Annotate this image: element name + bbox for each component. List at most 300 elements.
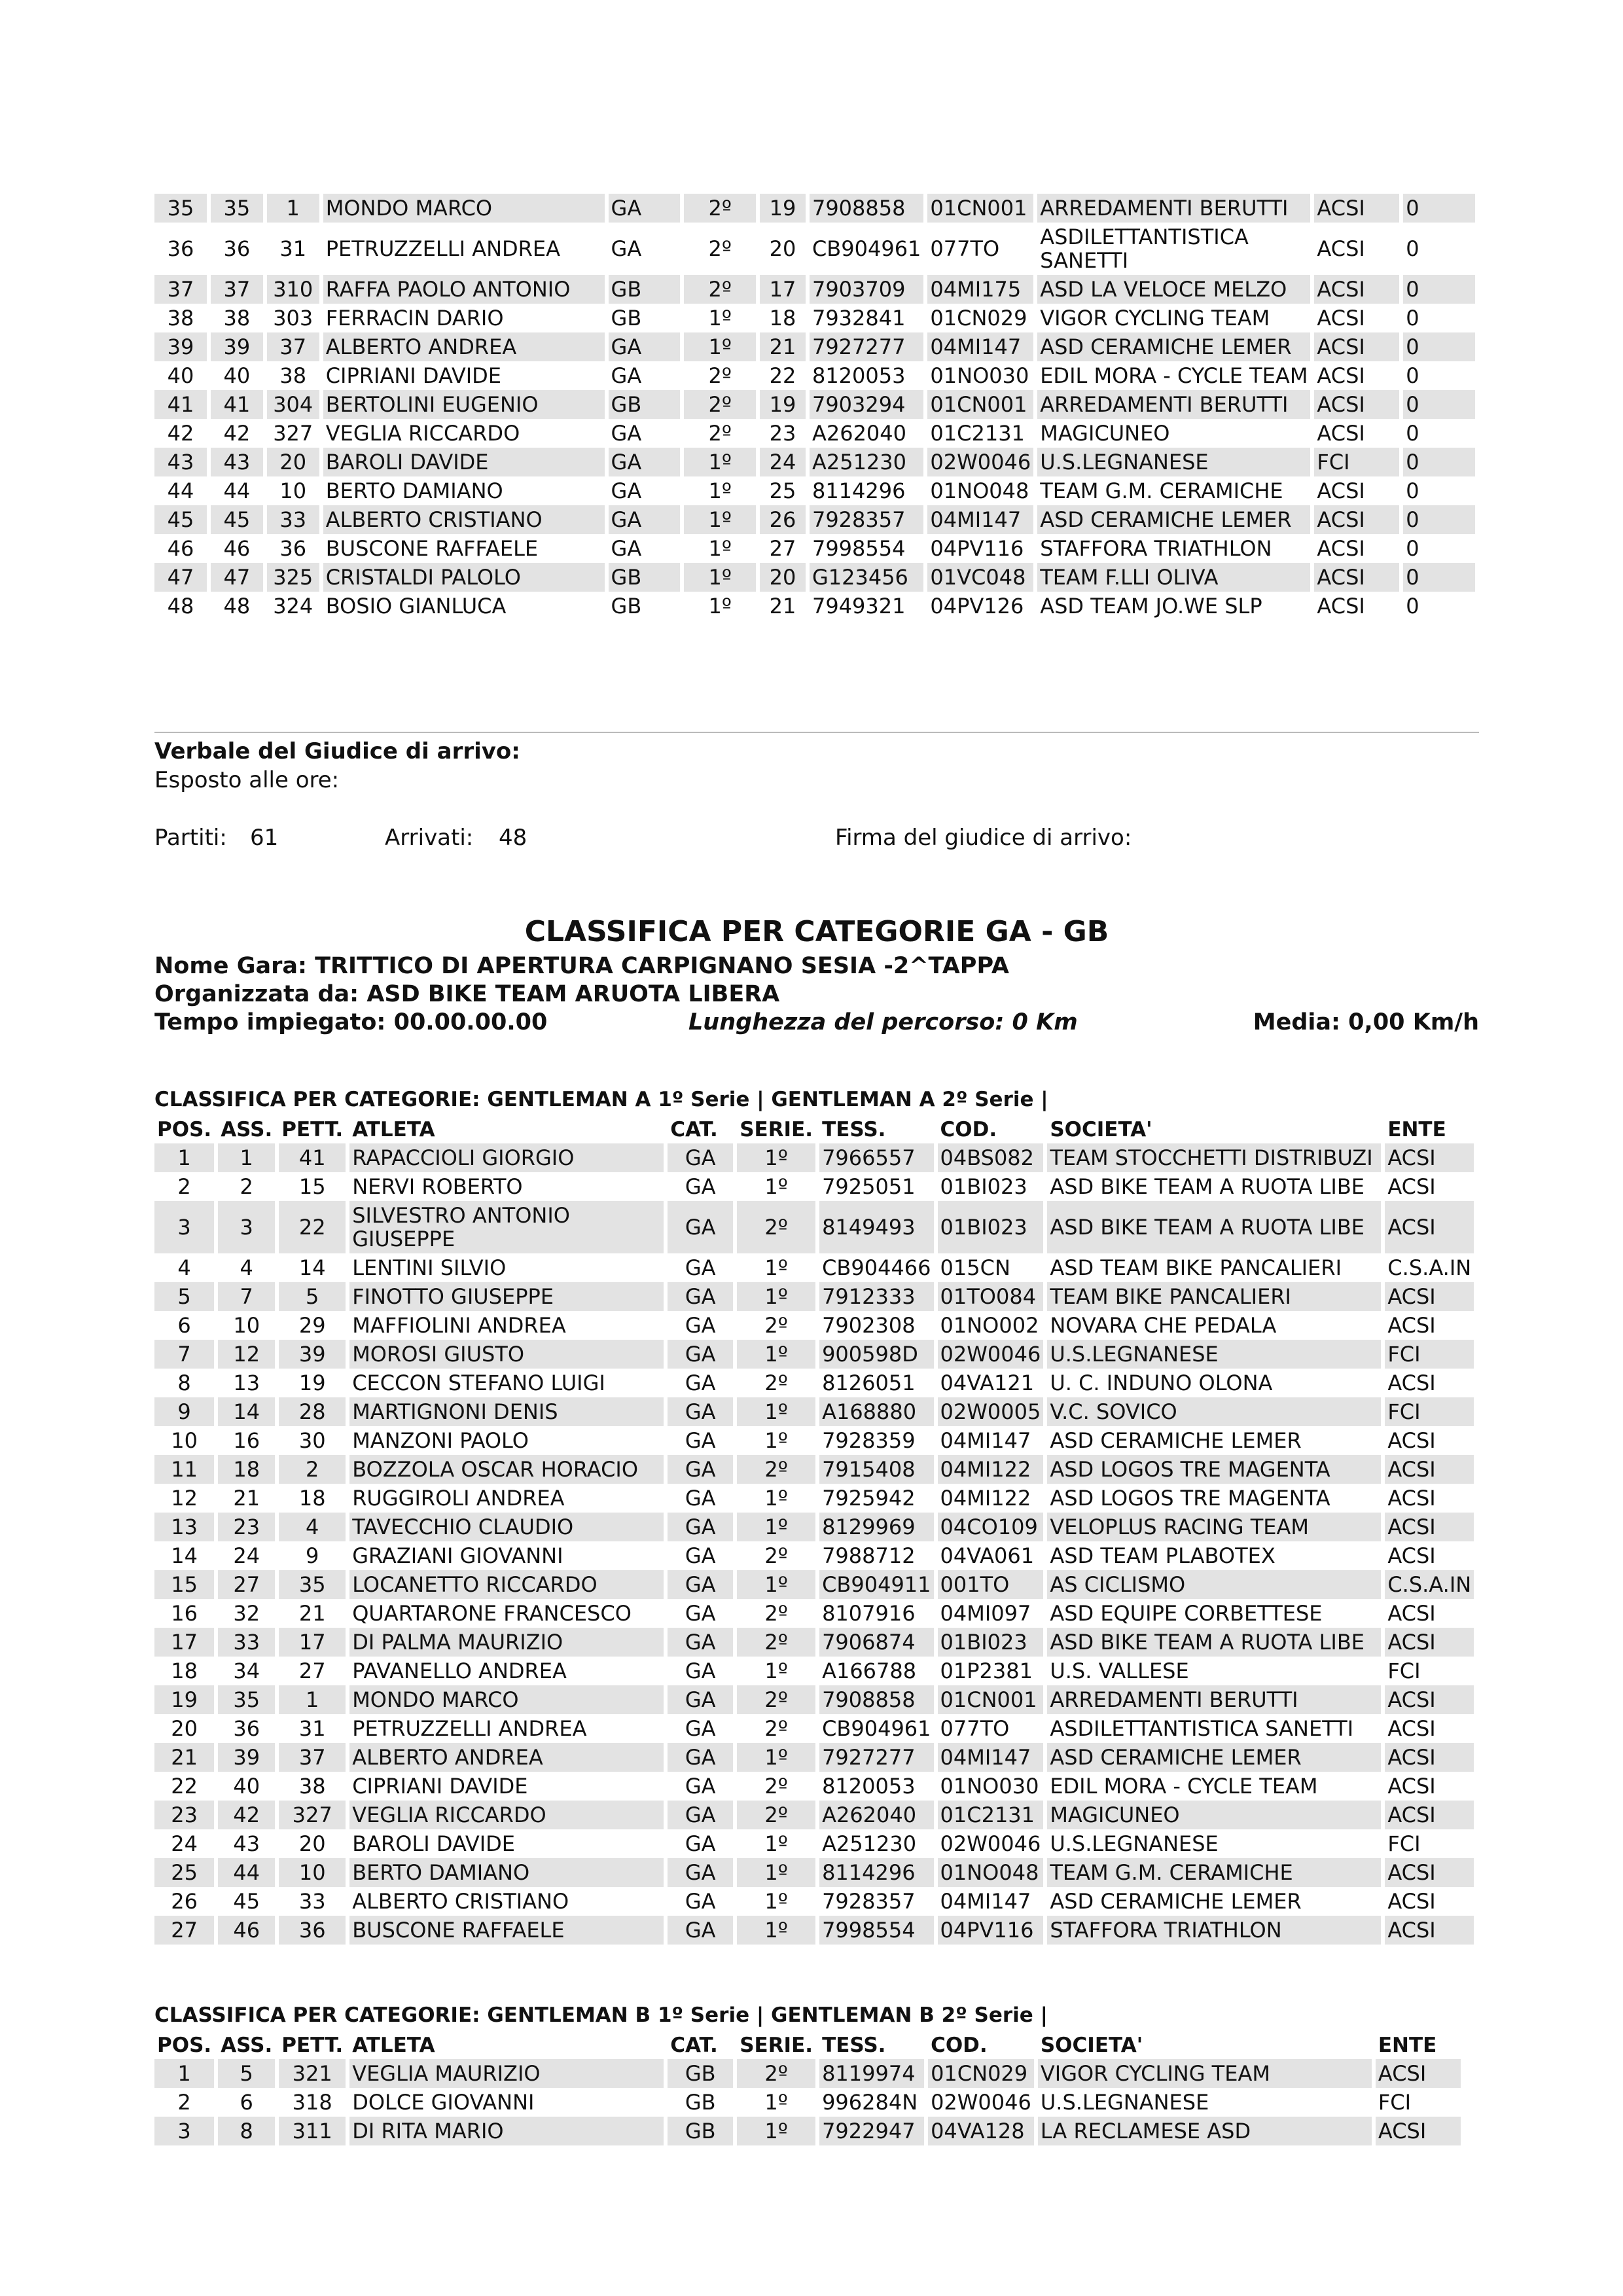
table-row [154, 1657, 1474, 1685]
table-cell: ACSI [1376, 2059, 1461, 2088]
table-cell: 20 [298, 1831, 326, 1856]
table-cell: ACSI [1314, 505, 1399, 534]
table-cell: 015CN [940, 1255, 1010, 1280]
table-cell: 33 [267, 505, 319, 534]
table-cell: 1º [737, 2117, 815, 2145]
table-cell: 17 [154, 1628, 214, 1657]
table-cell: 8126051 [822, 1371, 916, 1395]
table-cell: 8 [177, 1371, 191, 1395]
table-cell: MAFFIOLINI ANDREA [352, 1313, 566, 1338]
table-cell: 1º [764, 1659, 788, 1683]
table-row [154, 304, 1475, 332]
table-row [154, 194, 1475, 223]
table-cell: FCI [1387, 1659, 1421, 1683]
table-cell: 04MI122 [938, 1455, 1044, 1484]
table-cell: 2º [764, 1774, 788, 1799]
table-cell: 3 [218, 1201, 275, 1253]
page-title: CLASSIFICA PER CATEGORIE GA - GB [524, 915, 1109, 948]
table-cell: U. C. INDUNO OLONA [1050, 1371, 1273, 1395]
table-cell: 01BI023 [938, 1628, 1044, 1657]
table-cell: 22 [769, 363, 796, 388]
table-cell: RUGGIROLI ANDREA [352, 1486, 565, 1511]
table-cell: 1 [154, 1143, 214, 1172]
table-cell: 8114296 [812, 478, 906, 503]
table-cell: 45 [211, 505, 263, 534]
table-cell: GA [609, 332, 681, 361]
table-cell: 2º [684, 390, 756, 419]
table-cell: GB [668, 2117, 733, 2145]
table-cell: NERVI ROBERTO [352, 1174, 523, 1199]
table-cell: ACSI [1317, 478, 1365, 503]
table-cell: GA [685, 1889, 716, 1914]
table-cell: 01CN001 [927, 194, 1033, 223]
table-cell: 20 [760, 563, 806, 592]
table-cell: 1º [764, 1889, 788, 1914]
table-cell: ACSI [1385, 1801, 1474, 1829]
table-cell: ACSI [1387, 1313, 1436, 1338]
table-cell: ALBERTO ANDREA [323, 332, 605, 361]
table-cell: 2º [708, 363, 732, 388]
table-cell: 01CN029 [930, 306, 1027, 331]
lunghezza-percorso: Lunghezza del percorso: 0 Km [688, 1009, 1078, 1035]
table-cell: GA [685, 1255, 716, 1280]
table-cell: STAFFORA TRIATHLON [1047, 1916, 1381, 1945]
table-cell: 01CN001 [938, 1685, 1044, 1714]
table-cell: U.S.LEGNANESE [1047, 1340, 1381, 1369]
table-cell: 7928359 [822, 1428, 916, 1453]
table-cell: 15 [298, 1174, 326, 1199]
table-cell: 11 [154, 1455, 214, 1484]
table-cell: 19 [760, 194, 806, 223]
table-cell: 27 [769, 536, 796, 561]
table-cell: 48 [223, 594, 251, 619]
table-cell: 01TO084 [938, 1282, 1044, 1311]
table-cell: 1º [764, 1255, 788, 1280]
table-cell: QUARTARONE FRANCESCO [352, 1601, 632, 1626]
table-cell: 2º [737, 1201, 815, 1253]
table-cell: 17 [279, 1628, 346, 1657]
table-cell: 24 [760, 448, 806, 476]
firma-label: Firma del giudice di arrivo: [835, 825, 1132, 851]
table-cell: LOCANETTO RICCARDO [349, 1570, 664, 1599]
table-cell: 28 [279, 1397, 346, 1426]
table-cell: ACSI [1385, 1858, 1474, 1887]
partiti-value: 61 [250, 825, 279, 851]
table-cell: 35 [154, 194, 207, 223]
table-cell: 21 [233, 1486, 260, 1511]
table-cell: 33 [218, 1628, 275, 1657]
table-cell: 35 [211, 194, 263, 223]
table-cell: 04MI147 [938, 1743, 1044, 1772]
table-cell: 01VC048 [927, 563, 1033, 592]
table-cell: ACSI [1385, 1743, 1474, 1772]
table-cell: TEAM F.LLI OLIVA [1037, 563, 1310, 592]
table-cell: 04BS082 [938, 1143, 1044, 1172]
table-cell: FCI [1385, 1340, 1474, 1369]
table-cell: 2º [737, 2059, 815, 2088]
partiti-label: Partiti: [154, 825, 227, 851]
table-cell: 2º [737, 1685, 815, 1714]
section-a-title: CLASSIFICA PER CATEGORIE: GENTLEMAN A 1º Serie | GENTLEMAN A 2º Serie | [154, 1088, 1048, 1111]
table-cell: GA [611, 421, 642, 446]
table-cell: GA [668, 1570, 733, 1599]
table-cell: 21 [298, 1601, 326, 1626]
table-cell: 7998554 [819, 1916, 933, 1945]
table-cell: ASD LOGOS TRE MAGENTA [1047, 1455, 1381, 1484]
table-row [154, 1599, 1474, 1628]
table-cell: 2º [764, 1716, 788, 1741]
table-cell: 35 [279, 1570, 346, 1599]
table-cell: 47 [154, 563, 207, 592]
table-cell: PAVANELLO ANDREA [352, 1659, 567, 1683]
table-cell: 41 [279, 1143, 346, 1172]
table-cell: GB [611, 594, 642, 619]
table-cell: BOZZOLA OSCAR HORACIO [349, 1455, 664, 1484]
table-cell: 12 [171, 1486, 198, 1511]
table-cell: GA [685, 1601, 716, 1626]
table-cell: BERTO DAMIANO [349, 1858, 664, 1887]
table-cell: A166788 [822, 1659, 917, 1683]
table-cell: 6 [177, 1313, 191, 1338]
table-cell: ACSI [1387, 1486, 1436, 1511]
table-cell: 0 [1403, 505, 1475, 534]
table-cell: 1º [684, 505, 756, 534]
table-cell: ASD EQUIPE CORBETTESE [1050, 1601, 1323, 1626]
table-cell: 303 [273, 306, 313, 331]
table-cell: 0 [1406, 236, 1419, 261]
table-cell: GA [609, 505, 681, 534]
table-cell: 2 [279, 1455, 346, 1484]
table-cell: BAROLI DAVIDE [352, 1831, 515, 1856]
table-row [154, 1685, 1474, 1714]
table-cell: 7966557 [819, 1143, 933, 1172]
table-cell: GA [668, 1340, 733, 1369]
table-cell: LA RECLAMESE ASD [1038, 2117, 1372, 2145]
table-cell: ACSI [1314, 390, 1399, 419]
table-cell: FINOTTO GIUSEPPE [349, 1282, 664, 1311]
table-cell: 10 [233, 1313, 260, 1338]
table-cell: GA [611, 536, 642, 561]
table-cell: 17 [760, 275, 806, 304]
table-row [154, 1714, 1474, 1743]
table-cell: DOLCE GIOVANNI [352, 2090, 535, 2115]
table-cell: VEGLIA RICCARDO [349, 1801, 664, 1829]
table-cell: GA [685, 1716, 716, 1741]
table-cell: GA [668, 1801, 733, 1829]
table-cell: GA [685, 1831, 716, 1856]
table-cell: 12 [218, 1340, 275, 1369]
table-cell: 01BI023 [938, 1201, 1044, 1253]
table-cell: 0 [1406, 536, 1419, 561]
table-cell: GA [668, 1916, 733, 1945]
table-cell: TEAM STOCCHETTI DISTRIBUZI [1047, 1143, 1381, 1172]
table-cell: STAFFORA TRIATHLON [1040, 536, 1272, 561]
table-cell: GA [685, 1543, 716, 1568]
table-cell: 25 [769, 478, 796, 503]
table-cell: U.S. VALLESE [1050, 1659, 1189, 1683]
table-cell: 7928357 [822, 1889, 916, 1914]
table-cell: 7927277 [819, 1743, 933, 1772]
table-cell: 1º [708, 306, 732, 331]
tempo-impiegato: Tempo impiegato: 00.00.00.00 [154, 1009, 548, 1035]
table-cell: ACSI [1385, 1628, 1474, 1657]
table-cell: C.S.A.IN [1387, 1255, 1472, 1280]
table-cell: BERTOLINI EUGENIO [323, 390, 605, 419]
table-row [154, 332, 1475, 361]
table-cell: 04MI147 [940, 1889, 1031, 1914]
table-cell: 2º [764, 1313, 788, 1338]
column-header: PETT. [281, 1118, 344, 1141]
table-cell: ASD LOGOS TRE MAGENTA [1050, 1486, 1330, 1511]
table-cell: 7988712 [822, 1543, 916, 1568]
table-cell: 0 [1403, 275, 1475, 304]
table-cell: 5 [218, 2059, 275, 2088]
table-cell: 42 [223, 421, 251, 446]
table-cell: 42 [218, 1801, 275, 1829]
table-cell: 02W0046 [938, 1340, 1044, 1369]
table-cell: 24 [233, 1543, 260, 1568]
table-row [154, 1282, 1474, 1311]
table-cell: 2º [737, 1628, 815, 1657]
table-cell: ASD TEAM JO.WE SLP [1040, 594, 1262, 619]
table-cell: 0 [1406, 363, 1419, 388]
table-row [154, 1541, 1474, 1570]
table-cell: 39 [154, 332, 207, 361]
verbale-title: Verbale del Giudice di arrivo: [154, 738, 520, 764]
table-cell: CB904911 [819, 1570, 933, 1599]
column-header: ATLETA [352, 1118, 435, 1141]
table-cell: 1º [684, 448, 756, 476]
table-cell: 2º [684, 275, 756, 304]
table-cell: 0 [1403, 390, 1475, 419]
table-cell: 2º [708, 236, 732, 261]
table-cell: MAGICUNEO [1040, 421, 1170, 446]
table-cell: GA [685, 1313, 716, 1338]
table-cell: 29 [298, 1313, 326, 1338]
table-cell: ASDILETTANTISTICA SANETTI [1040, 224, 1249, 273]
table-cell: 24 [171, 1831, 198, 1856]
nome-gara: Nome Gara: TRITTICO DI APERTURA CARPIGNANO SESIA -2^TAPPA [154, 953, 1009, 979]
table-cell: 31 [298, 1716, 326, 1741]
table-cell: 1º [737, 1340, 815, 1369]
table-cell: ACSI [1317, 421, 1365, 446]
table-cell: 9 [154, 1397, 214, 1426]
table-cell: 21 [769, 594, 796, 619]
table-cell: 13 [233, 1371, 260, 1395]
column-header: SOCIETA' [1050, 1118, 1152, 1141]
table-cell: 7903294 [810, 390, 923, 419]
table-cell: A262040 [812, 421, 906, 446]
table-cell: BAROLI DAVIDE [323, 448, 605, 476]
column-header: CAT. [670, 2034, 718, 2057]
arrivati-label: Arrivati: [385, 825, 474, 851]
table-cell: ACSI [1387, 1774, 1436, 1799]
table-cell: 30 [298, 1428, 326, 1453]
table-cell: ACSI [1387, 1174, 1436, 1199]
table-cell: GRAZIANI GIOVANNI [352, 1543, 563, 1568]
table-cell: 327 [273, 421, 313, 446]
table-row [154, 2059, 1461, 2088]
esposto-label: Esposto alle ore: [154, 767, 340, 793]
table-row [154, 1455, 1474, 1484]
column-header: COD. [940, 1118, 997, 1141]
table-cell: 48 [167, 594, 194, 619]
table-cell: CECCON STEFANO LUIGI [352, 1371, 605, 1395]
table-cell: 2º [684, 194, 756, 223]
table-cell: CB904961 [822, 1716, 931, 1741]
table-cell: 33 [298, 1889, 326, 1914]
table-cell: ACSI [1385, 1685, 1474, 1714]
table-row [154, 1513, 1474, 1541]
table-cell: GA [685, 1659, 716, 1683]
table-cell: VELOPLUS RACING TEAM [1047, 1513, 1381, 1541]
table-cell: 7912333 [819, 1282, 933, 1311]
table-cell: 13 [154, 1513, 214, 1541]
table-cell: GB [609, 563, 681, 592]
table-cell: ACSI [1385, 1916, 1474, 1945]
table-cell: ASD BIKE TEAM A RUOTA LIBE [1050, 1174, 1364, 1199]
table-row [154, 592, 1475, 620]
table-cell: 40 [233, 1774, 260, 1799]
table-cell: BUSCONE RAFFAELE [325, 536, 539, 561]
table-cell: ALBERTO ANDREA [349, 1743, 664, 1772]
table-cell: 26 [760, 505, 806, 534]
column-header: CAT. [670, 1118, 718, 1141]
column-header: TESS. [822, 2034, 886, 2057]
table-cell: 02W0005 [938, 1397, 1044, 1426]
table-cell: 3 [154, 2117, 214, 2145]
table-cell: 900598D [819, 1340, 933, 1369]
table-cell: 46 [167, 536, 194, 561]
table-cell: ACSI [1317, 306, 1365, 331]
table-cell: 41 [154, 390, 207, 419]
table-cell: 7925051 [822, 1174, 916, 1199]
table-row [154, 390, 1475, 419]
organizzata-da: Organizzata da: ASD BIKE TEAM ARUOTA LIBERA [154, 981, 780, 1007]
table-cell: 1º [764, 2090, 788, 2115]
table-cell: 0 [1403, 563, 1475, 592]
table-cell: 19 [154, 1685, 214, 1714]
table-cell: 1º [764, 1831, 788, 1856]
column-header: PETT. [281, 2034, 344, 2057]
table-cell: ASD CERAMICHE LEMER [1047, 1743, 1381, 1772]
table-cell: 1º [737, 1570, 815, 1599]
table-cell: 21 [154, 1743, 214, 1772]
table-cell: 6 [240, 2090, 253, 2115]
table-cell: 0 [1406, 421, 1419, 446]
table-cell: GA [668, 1513, 733, 1541]
table-cell: 39 [211, 332, 263, 361]
table-cell: 37 [279, 1743, 346, 1772]
table-cell: ASD CERAMICHE LEMER [1037, 332, 1310, 361]
table-cell: 20 [171, 1716, 198, 1741]
table-cell: 327 [279, 1801, 346, 1829]
table-cell: BUSCONE RAFFAELE [349, 1916, 664, 1945]
table-cell: 27 [298, 1659, 326, 1683]
table-row [154, 1829, 1474, 1858]
table-cell: 7902308 [822, 1313, 916, 1338]
table-cell: MANZONI PAOLO [352, 1428, 529, 1453]
table-cell: 7922947 [819, 2117, 924, 2145]
table-cell: CIPRIANI DAVIDE [352, 1774, 528, 1799]
column-header: POS. [157, 2034, 212, 2057]
table-cell: 01C2131 [938, 1801, 1044, 1829]
table-cell: 36 [223, 236, 251, 261]
table-cell: 2 [177, 2090, 191, 2115]
table-cell: 44 [218, 1858, 275, 1887]
table-cell: ACSI [1317, 536, 1365, 561]
column-header: POS. [157, 1118, 212, 1141]
table-cell: 077TO [940, 1716, 1010, 1741]
table-cell: 46 [223, 536, 251, 561]
table-cell: VIGOR CYCLING TEAM [1038, 2059, 1372, 2088]
table-cell: 325 [267, 563, 319, 592]
table-cell: 1º [708, 536, 732, 561]
table-cell: GA [611, 478, 642, 503]
verbale-block [154, 738, 520, 793]
table-cell: VEGLIA RICCARDO [325, 421, 520, 446]
table-row [154, 1369, 1474, 1397]
table-cell: VIGOR CYCLING TEAM [1040, 306, 1270, 331]
table-cell: NOVARA CHE PEDALA [1050, 1313, 1277, 1338]
table-cell: GA [668, 1397, 733, 1426]
table-cell: 7998554 [812, 536, 906, 561]
table-cell: 2º [737, 1455, 815, 1484]
table-cell: 1º [684, 563, 756, 592]
table-cell: 37 [267, 332, 319, 361]
table-cell: 47 [211, 563, 263, 592]
table-cell: ACSI [1387, 1428, 1436, 1453]
column-header: ENTE [1378, 2034, 1437, 2057]
table-cell: EDIL MORA - CYCLE TEAM [1050, 1774, 1318, 1799]
table-cell: 43 [154, 448, 207, 476]
table-cell: 1º [764, 1174, 788, 1199]
table-cell: 8129969 [819, 1513, 933, 1541]
table-cell: AS CICLISMO [1047, 1570, 1381, 1599]
table-cell: TAVECCHIO CLAUDIO [349, 1513, 664, 1541]
table-cell: 01P2381 [940, 1659, 1033, 1683]
table-cell: ACSI [1317, 594, 1365, 619]
table-cell: 1º [708, 594, 732, 619]
table-cell: 7925942 [822, 1486, 916, 1511]
table-cell: FCI [1385, 1397, 1474, 1426]
table-cell: A251230 [822, 1831, 917, 1856]
table-cell: 45 [154, 505, 207, 534]
table-cell: ASD TEAM PLABOTEX [1050, 1543, 1275, 1568]
table-cell: GA [668, 1685, 733, 1714]
table-cell: 8119974 [819, 2059, 924, 2088]
table-cell: 7903709 [810, 275, 923, 304]
table-cell: 40 [167, 363, 194, 388]
table-cell: TEAM G.M. CERAMICHE [1047, 1858, 1381, 1887]
table-cell: ACSI [1387, 1371, 1436, 1395]
table-cell: 43 [233, 1831, 260, 1856]
table-cell: 7908858 [819, 1685, 933, 1714]
table-cell: 0 [1403, 332, 1475, 361]
table-cell: ASD LA VELOCE MELZO [1037, 275, 1310, 304]
table-cell: ACSI [1387, 1889, 1436, 1914]
column-header: TESS. [822, 1118, 886, 1141]
table-cell: 02W0046 [940, 1831, 1041, 1856]
table-cell: 8120053 [812, 363, 906, 388]
table-cell: 001TO [938, 1570, 1044, 1599]
table-row [154, 1143, 1474, 1172]
table-cell: 0 [1403, 194, 1475, 223]
table-cell: 1 [279, 1685, 346, 1714]
table-row [154, 1772, 1474, 1801]
table-cell: 04PV116 [938, 1916, 1044, 1945]
table-row [154, 361, 1475, 390]
